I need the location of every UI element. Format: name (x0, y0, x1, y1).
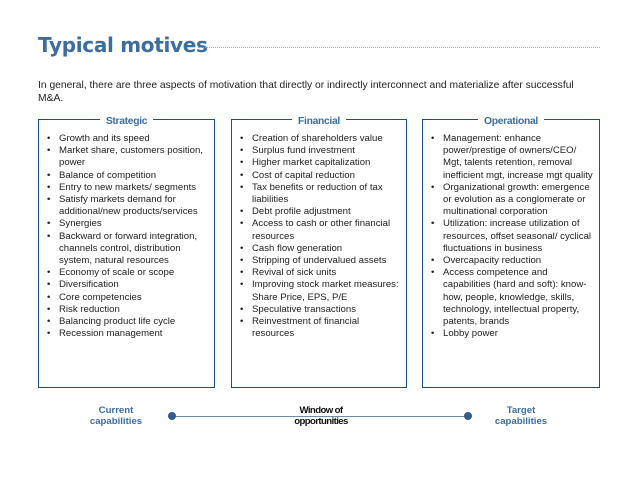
list-item: • Backward or forward integration, channels control, distribution system, natural resources (47, 231, 210, 268)
list-item: • Synergies (47, 218, 210, 230)
list-item: • Satisfy markets demand for additional/new products/services (47, 194, 210, 218)
intro-text: In general, there are three aspects of motivation that directly or indirectly interconnect and materialize after successful M&A. (38, 80, 574, 104)
list-item: • Core competencies (47, 292, 210, 304)
list-item: • Creation of shareholders value (240, 133, 402, 145)
list-item: • Economy of scale or scope (47, 267, 210, 279)
list-item: • Management: enhance power/prestige of owners/CEO/ Mgt, talents retention, removal inefficient mgt, increase mgt quality (431, 133, 595, 182)
target-capabilities-label: Target capabilities (494, 405, 548, 427)
list-item: • Cost of capital reduction (240, 170, 402, 182)
list-item: • Entry to new markets/ segments (47, 182, 210, 194)
list-item: • Surplus fund investment (240, 145, 402, 157)
list-item: • Growth and its speed (47, 133, 210, 145)
list-item: • Lobby power (431, 328, 595, 340)
list-item: • Balance of competition (47, 170, 210, 182)
list-item: • Reinvestment of financial resources (240, 316, 402, 340)
operational-heading: Operational (478, 116, 544, 127)
financial-box (231, 116, 407, 388)
list-item: • Access to cash or other financial resources (240, 218, 402, 242)
list-item: • Debt profile adjustment (240, 206, 402, 218)
list-item: • Stripping of undervalued assets (240, 255, 402, 267)
list-item: • Access competence and capabilities (hard and soft): know-how, people, knowledge, skills, technology, intellectual property, patents, brands (431, 267, 595, 328)
financial-heading: Financial (292, 116, 346, 127)
list-item: • Organizational growth: emergence or evolution as a conglomerate or multinational corporation (431, 182, 595, 219)
current-capabilities-label: Current capabilities (89, 405, 143, 427)
strategic-list (47, 133, 210, 340)
list-item: • Cash flow generation (240, 243, 402, 255)
list-item: • Tax benefits or reduction of tax liabilities (240, 182, 402, 206)
list-item: • Revival of sick units (240, 267, 402, 279)
list-item: • Higher market capitalization (240, 157, 402, 169)
list-item: • Diversification (47, 279, 210, 291)
strategic-box (38, 116, 215, 388)
window-of-opportunities-label: Window of opportunities (294, 405, 348, 427)
list-item: • Balancing product life cycle (47, 316, 210, 328)
financial-list (240, 133, 402, 340)
operational-list (431, 133, 595, 340)
operational-box (422, 116, 600, 388)
list-item: • Improving stock market measures: Share Price, EPS, P/E (240, 279, 402, 303)
arrow-end-dot (464, 412, 472, 420)
list-item: • Recession management (47, 328, 210, 340)
page-title: Typical motives (38, 33, 208, 57)
title-divider (198, 47, 600, 48)
list-item: • Speculative transactions (240, 304, 402, 316)
list-item: • Overcapacity reduction (431, 255, 595, 267)
arrow-start-dot (168, 412, 176, 420)
list-item: • Risk reduction (47, 304, 210, 316)
list-item: • Market share, customers position, power (47, 145, 210, 169)
strategic-heading: Strategic (100, 116, 153, 127)
list-item: • Utilization: increase utilization of resources, offset seasonal/ cyclical fluctuations in business (431, 218, 595, 255)
